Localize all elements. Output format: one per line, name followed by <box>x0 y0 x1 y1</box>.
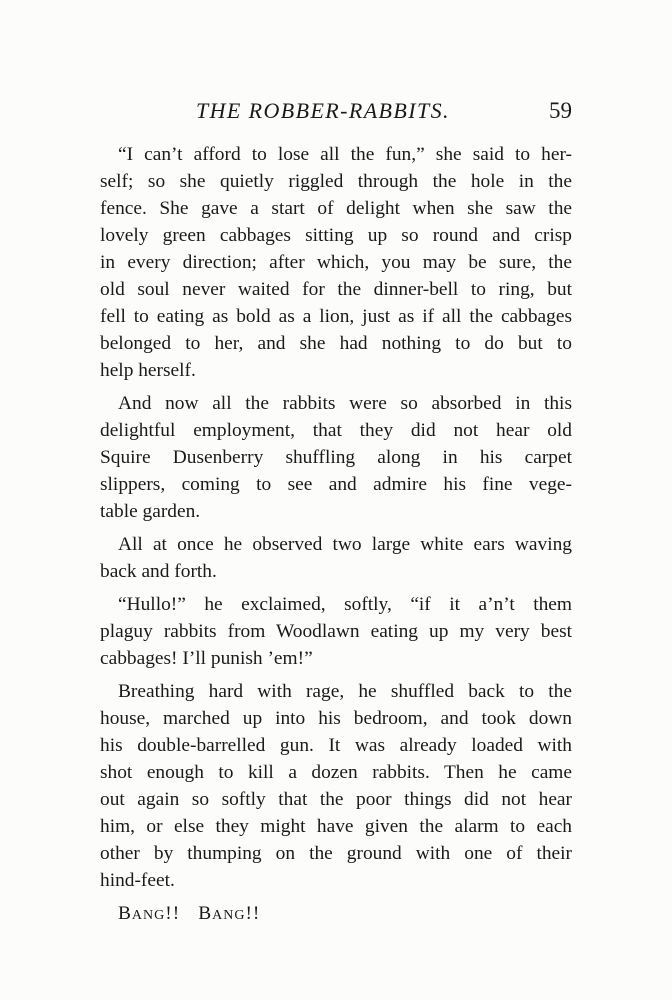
text-line: self; so she quietly riggled through the hole in the <box>100 171 572 192</box>
text-line: fell to eating as bold as a lion, just as if all the cabbages <box>100 306 572 327</box>
text-line: old soul never waited for the dinner-bell to ring, but <box>100 279 572 300</box>
bang-exclamation: Bang!! <box>118 903 181 924</box>
text-line: other by thumping on the ground with one of their <box>100 843 572 864</box>
running-title: THE ROBBER-RABBITS. <box>196 98 450 123</box>
paragraph-5 <box>100 678 572 894</box>
text-line: out again so softly that the poor things did not hear <box>100 789 572 810</box>
text-line: lovely green cabbages sitting up so round and crisp <box>100 225 572 246</box>
text-line: belonged to her, and she had nothing to do but to <box>100 333 572 354</box>
text-line: Squire Dusenberry shuffling along in his carpet <box>100 447 572 468</box>
text-line: table garden. <box>100 501 201 522</box>
text-line: All at once he observed two large white ears waving <box>118 534 572 555</box>
text-line: Breathing hard with rage, he shuffled back to the <box>118 681 572 702</box>
body-text <box>100 141 572 927</box>
bang-exclamation: Bang!! <box>198 903 261 924</box>
paragraph-1 <box>100 141 572 384</box>
paragraph-4 <box>100 591 572 672</box>
text-line: And now all the rabbits were so absorbed in this <box>118 393 572 414</box>
text-line: his double-barrelled gun. It was already loaded with <box>100 735 572 756</box>
text-line: him, or else they might have given the alarm to each <box>100 816 572 837</box>
text-line: delightful employment, that they did not hear old <box>100 420 572 441</box>
text-line: slippers, coming to see and admire his fine vege- <box>100 474 572 495</box>
text-line: “Hullo!” he exclaimed, softly, “if it a’n’t them <box>118 594 572 615</box>
text-line: help herself. <box>100 360 196 381</box>
paragraph-3 <box>100 531 572 585</box>
text-line: “I can’t afford to lose all the fun,” she said to her- <box>118 144 572 165</box>
text-line: cabbages! I’ll punish ’em!” <box>100 648 313 669</box>
running-head <box>100 96 572 126</box>
text-line: hind-feet. <box>100 870 175 891</box>
text-line <box>100 900 572 927</box>
text-line: back and forth. <box>100 561 217 582</box>
page-number: 59 <box>549 98 572 123</box>
text-line: in every direction; after which, you may be sure, the <box>100 252 572 273</box>
text-line: fence. She gave a start of delight when she saw the <box>100 198 572 219</box>
text-line: house, marched up into his bedroom, and took down <box>100 708 572 729</box>
text-line: plaguy rabbits from Woodlawn eating up my very best <box>100 621 572 642</box>
text-line: shot enough to kill a dozen rabbits. Then he came <box>100 762 572 783</box>
paragraph-6 <box>100 900 572 927</box>
paragraph-2 <box>100 390 572 525</box>
